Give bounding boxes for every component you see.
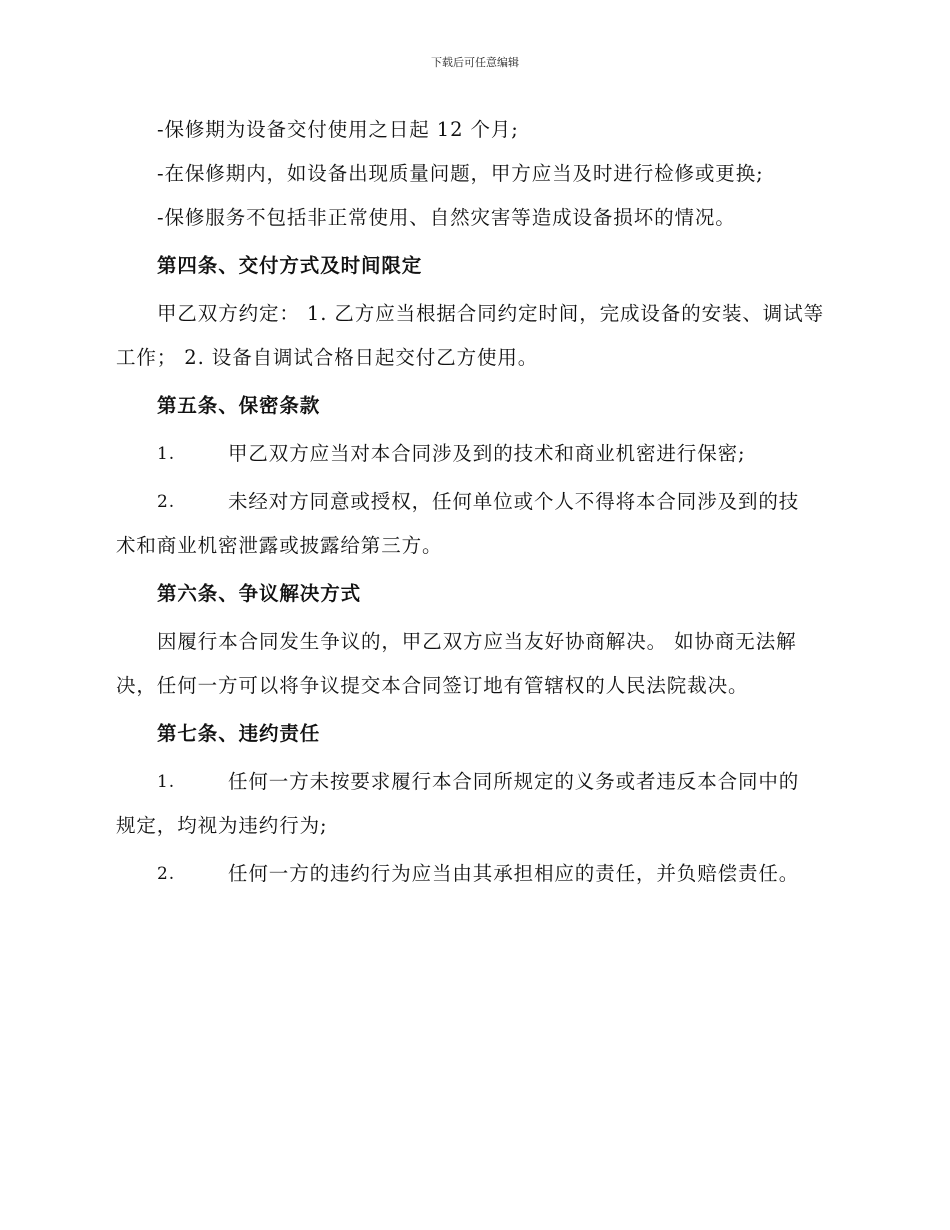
warranty-repair-bullet: -在保修期内，如设备出现质量问题，甲方应当及时进行检修或更换;	[157, 162, 764, 185]
warranty-period-bullet: -保修期为设备交付使用之日起 12 个月;	[157, 118, 519, 141]
document-body	[116, 108, 836, 896]
item-text: 任何一方未按要求履行本合同所规定的义务或者违反本合同中的	[228, 770, 800, 793]
item-text-continued: 术和商业机密泄露或披露给第三方。	[116, 534, 443, 557]
item-text: 未经对方同意或授权，任何单位或个人不得将本合同涉及到的技	[228, 490, 800, 513]
item-number: 1.	[157, 444, 176, 464]
article-6-heading: 第六条、争议解决方式	[157, 582, 362, 605]
item-text-continued: 规定，均视为违约行为;	[116, 814, 328, 837]
article-4-heading: 第四条、交付方式及时间限定	[157, 254, 423, 277]
item-number: 2.	[157, 492, 176, 512]
article-7-item-1	[116, 760, 836, 848]
item-number: 2.	[157, 864, 176, 884]
article-7-heading: 第七条、违约责任	[157, 722, 321, 745]
article-5-item-1	[116, 432, 836, 476]
warranty-exclusion-bullet: -保修服务不包括非正常使用、自然灾害等造成设备损坏的情况。	[157, 206, 736, 229]
item-text: 甲乙双方应当对本合同涉及到的技术和商业机密进行保密;	[228, 442, 746, 465]
article-6-paragraph: 因履行本合同发生争议的，甲乙双方应当友好协商解决。 如协商无法解决，任何一方可以将争议提交本合同签订地有管辖权的人民法院裁决。	[116, 630, 797, 697]
article-4-paragraph: 甲乙双方约定： 1. 乙方应当根据合同约定时间，完成设备的安装、调试等工作； 2. 设备自调试合格日起交付乙方使用。	[116, 302, 825, 369]
article-7-item-2	[116, 852, 836, 896]
page-header: 下载后可任意编辑	[431, 56, 519, 69]
article-5-item-2	[116, 480, 836, 568]
article-5-heading: 第五条、保密条款	[157, 394, 321, 417]
item-text: 任何一方的违约行为应当由其承担相应的责任，并负赔偿责任。	[228, 862, 800, 885]
item-number: 1.	[157, 772, 176, 792]
